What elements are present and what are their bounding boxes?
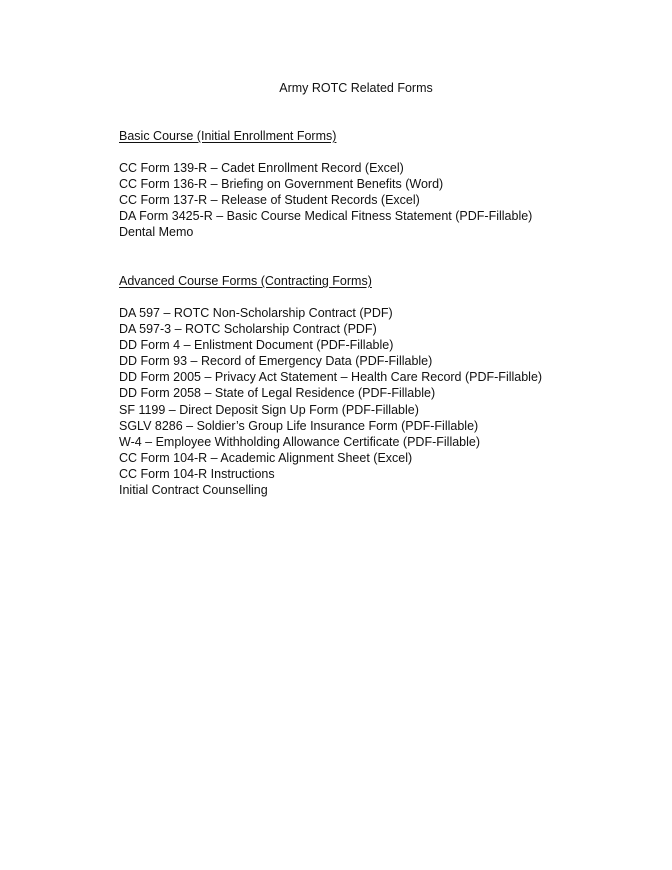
basic-course-form-list	[119, 160, 639, 240]
form-link-da-597[interactable]: DA 597 – ROTC Non-Scholarship Contract (PDF)	[119, 306, 393, 320]
form-link-da-597-3[interactable]: DA 597-3 – ROTC Scholarship Contract (PDF)	[119, 322, 377, 337]
form-link-dd-2058[interactable]: DD Form 2058 – State of Legal Residence (PDF-Fillable)	[119, 386, 436, 401]
form-link-cc-104-r-instructions[interactable]: CC Form 104-R Instructions	[119, 466, 275, 481]
form-link-dd-2005[interactable]: DD Form 2005 – Privacy Act Statement – Health Care Record (PDF-Fillable)	[119, 370, 543, 385]
document-title: Army ROTC Related Forms	[279, 81, 433, 95]
advanced-course-form-list	[119, 305, 639, 498]
advanced-course-heading: Advanced Course Forms (Contracting Forms)	[119, 274, 372, 288]
form-link-w-4[interactable]: W-4 – Employee Withholding Allowance Certificate (PDF-Fillable)	[119, 434, 481, 449]
form-link-cc-139-r[interactable]: CC Form 139-R – Cadet Enrollment Record (Excel)	[119, 161, 404, 175]
form-link-cc-104-r[interactable]: CC Form 104-R – Academic Alignment Sheet (Excel)	[119, 450, 413, 465]
basic-course-section	[119, 128, 639, 240]
form-link-dental-memo[interactable]: Dental Memo	[119, 225, 194, 240]
form-link-dd-4[interactable]: DD Form 4 – Enlistment Document (PDF-Fillable)	[119, 338, 394, 353]
form-link-sf-1199[interactable]: SF 1199 – Direct Deposit Sign Up Form (PDF-Fillable)	[119, 402, 419, 417]
form-link-initial-contract-counselling[interactable]: Initial Contract Counselling	[119, 483, 268, 498]
form-link-dd-93[interactable]: DD Form 93 – Record of Emergency Data (PDF-Fillable)	[119, 354, 433, 369]
form-link-cc-137-r[interactable]: CC Form 137-R – Release of Student Records (Excel)	[119, 193, 420, 208]
advanced-course-section	[119, 273, 639, 498]
form-link-cc-136-r[interactable]: CC Form 136-R – Briefing on Government Benefits (Word)	[119, 177, 444, 192]
form-link-da-3425-r[interactable]: DA Form 3425-R – Basic Course Medical Fitness Statement (PDF-Fillable)	[119, 209, 533, 224]
basic-course-heading: Basic Course (Initial Enrollment Forms)	[119, 129, 337, 143]
form-link-sglv-8286[interactable]: SGLV 8286 – Soldier’s Group Life Insurance Form (PDF-Fillable)	[119, 418, 479, 433]
